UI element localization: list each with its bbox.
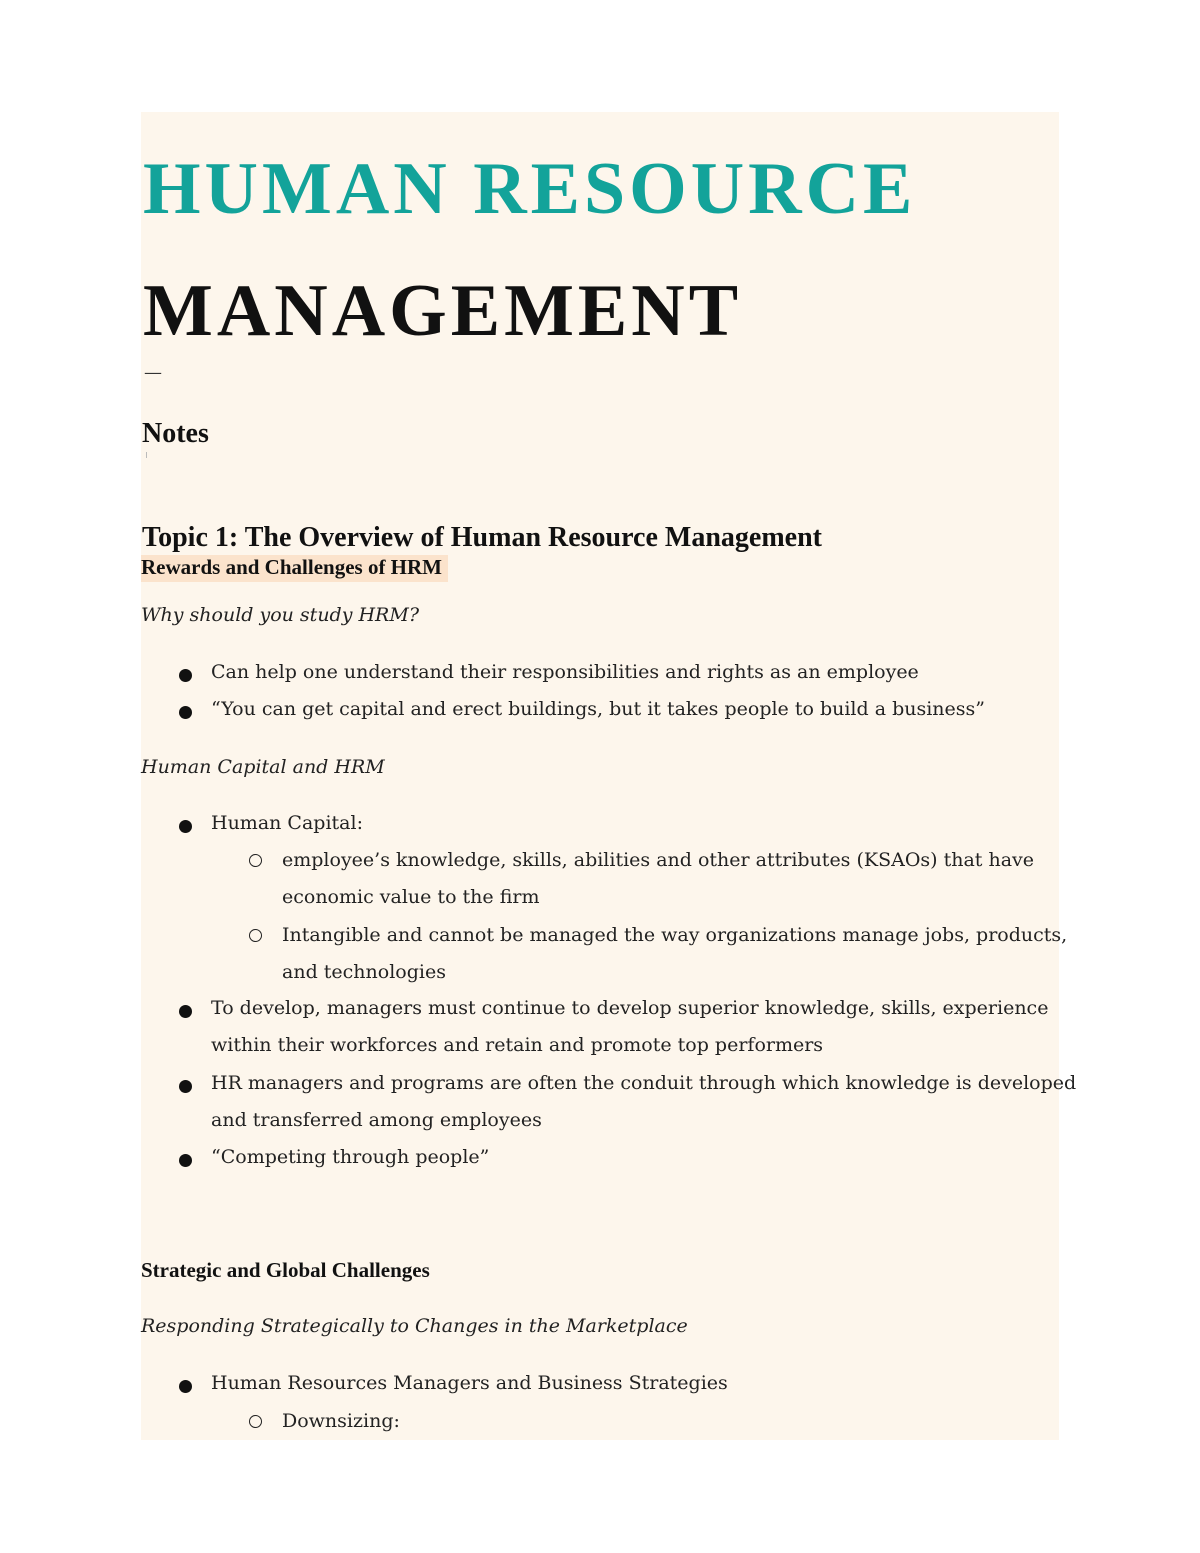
title-line-1: HUMAN RESOURCE bbox=[143, 148, 917, 230]
separator: — bbox=[144, 362, 162, 383]
question-why-study: Why should you study HRM? bbox=[141, 604, 420, 626]
sub-bullet-icon bbox=[249, 1415, 262, 1428]
bullet-icon bbox=[179, 820, 192, 833]
section-heading-rewards: Rewards and Challenges of HRM bbox=[141, 555, 448, 582]
text-cursor-mark bbox=[146, 452, 147, 458]
title-line-2: MANAGEMENT bbox=[143, 270, 743, 352]
list-item: To develop, managers must continue to develop superior knowledge, skills, experience bbox=[211, 997, 1049, 1019]
list-item: Human Capital: bbox=[211, 812, 363, 834]
bullet-icon bbox=[179, 1005, 192, 1018]
list-item-continuation: within their workforces and retain and promote top performers bbox=[211, 1034, 824, 1056]
bullet-icon bbox=[179, 706, 192, 719]
document-page bbox=[141, 112, 1077, 1440]
question-responding: Responding Strategically to Changes in the Marketplace bbox=[141, 1315, 688, 1337]
notes-heading: Notes bbox=[142, 418, 209, 449]
sub-list-item: employee’s knowledge, skills, abilities and other attributes (KSAOs) that have bbox=[282, 849, 1035, 871]
bullet-icon bbox=[179, 1080, 192, 1093]
sub-list-item-continuation: economic value to the firm bbox=[282, 886, 540, 908]
sub-list-item: Intangible and cannot be managed the way organizations manage jobs, products, bbox=[282, 924, 1068, 946]
question-human-capital: Human Capital and HRM bbox=[141, 756, 385, 778]
section-heading-strategic: Strategic and Global Challenges bbox=[141, 1258, 430, 1282]
list-item: Human Resources Managers and Business Strategies bbox=[211, 1372, 728, 1394]
bullet-icon bbox=[179, 1154, 192, 1167]
list-item-continuation: and transferred among employees bbox=[211, 1109, 542, 1131]
list-item: “Competing through people” bbox=[211, 1146, 490, 1168]
sub-bullet-icon bbox=[249, 854, 262, 867]
bullet-icon bbox=[179, 669, 192, 682]
list-item: Can help one understand their responsibilities and rights as an employee bbox=[211, 661, 919, 683]
sub-list-item: Downsizing: bbox=[282, 1410, 400, 1432]
list-item: HR managers and programs are often the conduit through which knowledge is developed bbox=[211, 1072, 1077, 1094]
sub-list-item-continuation: and technologies bbox=[282, 961, 446, 983]
bullet-icon bbox=[179, 1380, 192, 1393]
sub-bullet-icon bbox=[249, 929, 262, 942]
topic-heading: Topic 1: The Overview of Human Resource Management bbox=[142, 522, 822, 553]
list-item: “You can get capital and erect buildings, but it takes people to build a business” bbox=[211, 698, 985, 720]
